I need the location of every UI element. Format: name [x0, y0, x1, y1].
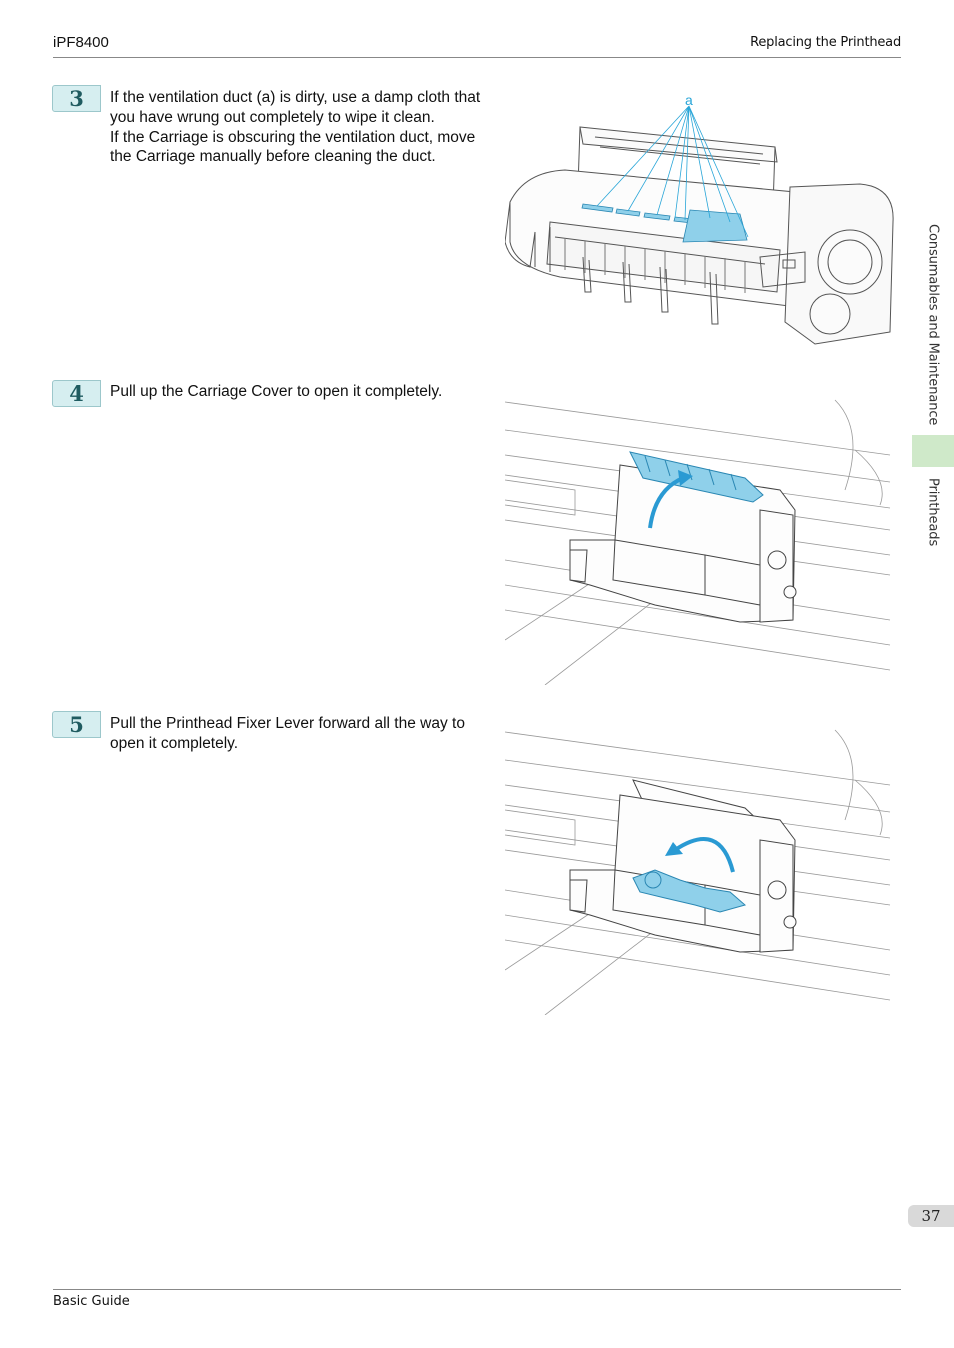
step-5-line-1: Pull the Printhead Fixer Lever forward all the way to open it completely. — [110, 715, 465, 752]
side-tab-consumables[interactable] — [912, 215, 954, 435]
step-3-line-2: If the Carriage is obscuring the ventilation duct, move the Carriage manually before cleaning the duct. — [110, 128, 476, 166]
figure-callout-a: a — [685, 92, 693, 108]
printer-ventilation-duct-figure — [505, 92, 900, 354]
side-tab-printheads-label: Printheads — [925, 477, 941, 547]
step-5-badge: 5 — [52, 711, 101, 738]
header-product-name: iPF8400 — [53, 34, 109, 51]
step-4-line-1: Pull up the Carriage Cover to open it completely. — [110, 383, 443, 400]
step-3-badge: 3 — [52, 85, 101, 112]
step-4-text — [110, 382, 482, 402]
header-section-title: Replacing the Printhead — [750, 35, 901, 50]
header-divider — [53, 57, 901, 58]
step-5-text — [110, 714, 482, 754]
step-4-badge: 4 — [52, 380, 101, 407]
side-tab-consumables-label: Consumables and Maintenance — [925, 224, 941, 426]
printhead-fixer-lever-figure — [505, 720, 895, 1015]
footer-divider — [53, 1289, 901, 1290]
side-tab-printheads[interactable] — [912, 467, 954, 557]
step-3-text — [110, 88, 482, 167]
footer-title: Basic Guide — [53, 1294, 130, 1309]
step-3-line-1: If the ventilation duct (a) is dirty, use a damp cloth that you have wrung out completely to wipe it clean. — [110, 89, 481, 126]
side-tab-printheads-marker — [912, 435, 954, 467]
carriage-cover-open-figure — [505, 390, 895, 685]
page-number: 37 — [908, 1205, 954, 1227]
